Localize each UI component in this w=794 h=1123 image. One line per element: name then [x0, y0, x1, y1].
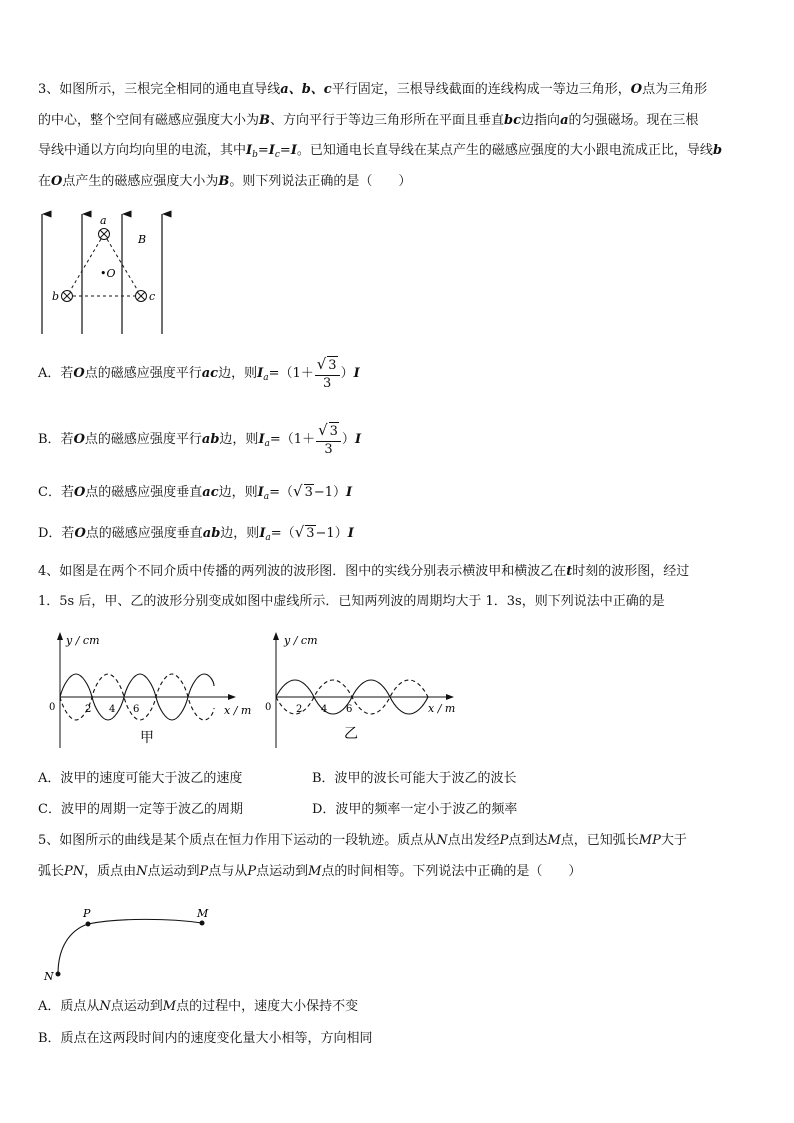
opt-text: 边，则 — [219, 432, 259, 447]
tick-label: 6 — [133, 704, 140, 715]
q3-var-b: B — [259, 113, 271, 128]
opt-current: I — [257, 485, 264, 500]
opt-current: I — [259, 526, 266, 541]
origin-label: 0 — [49, 702, 56, 713]
q5-text: 点运动到 — [147, 864, 200, 879]
q3-text: 、方向平行于等边三角形所在平面且垂直 — [270, 113, 505, 128]
opt-o: O — [73, 366, 85, 381]
q5-point-p: P — [499, 833, 509, 848]
q3-option-b[interactable] — [38, 421, 361, 458]
label-b: b — [52, 290, 60, 303]
q3-option-d[interactable] — [38, 524, 354, 546]
q5-text: 弧长 — [38, 864, 65, 879]
opt-text: 点的磁感应强度平行 — [84, 432, 202, 447]
fraction-num: 3 — [329, 424, 338, 439]
q5-option-a[interactable] — [38, 999, 358, 1015]
q3-sub: b — [252, 150, 258, 160]
radicand: 3 — [306, 526, 315, 541]
opt-text: 点的磁感应强度垂直 — [85, 485, 203, 500]
opt-text: A．若 — [38, 366, 74, 381]
tick-label: 2 — [296, 704, 303, 715]
q3-figure — [34, 208, 174, 338]
label-p: P — [83, 907, 91, 920]
x-axis-arrow — [446, 694, 454, 700]
q5-point-m: M — [162, 999, 177, 1014]
label-a: a — [100, 214, 107, 227]
q3-line-2 — [38, 113, 699, 129]
y-axis-label: y / cm — [284, 634, 318, 647]
graph-name: 乙 — [344, 726, 358, 742]
q5-point-m: M — [308, 864, 322, 879]
fraction: $\frac{√ 3}{3}$ — [316, 421, 341, 458]
q3-option-a[interactable] — [38, 355, 360, 392]
q4-option-b[interactable]: B．波甲的波长可能大于波乙的波长 — [312, 771, 517, 786]
q3-eq: = — [279, 143, 291, 158]
q5-trajectory-figure — [38, 902, 228, 982]
q3-text: 。已知通电长直导线在某点产生的磁感应强度的大小跟电流成正比，导线 — [296, 143, 713, 158]
opt-close: ） — [341, 432, 355, 447]
point-p — [86, 922, 91, 927]
opt-current: I — [346, 485, 353, 500]
q3-eq: = — [257, 143, 269, 158]
opt-edge: ac — [202, 485, 219, 500]
opt-current: I — [354, 432, 362, 447]
q3-text: 边指向 — [521, 113, 561, 128]
q5-point-n: N — [99, 999, 111, 1014]
origin-label: 0 — [265, 702, 272, 713]
q3-option-c[interactable] — [38, 483, 352, 505]
q3-current: I — [246, 143, 253, 158]
q5-text: 大于 — [660, 833, 687, 848]
opt-eq: =（ — [270, 526, 295, 541]
opt-text: 点的磁感应强度垂直 — [85, 526, 203, 541]
opt-sub: a — [263, 492, 270, 502]
q4-option-a[interactable]: A．波甲的速度可能大于波乙的速度 — [38, 771, 243, 786]
q3-text: 点为三角形 — [642, 82, 708, 97]
q4-graph-jia — [44, 630, 254, 750]
q3-text: 的匀强磁场。现在三根 — [568, 113, 699, 128]
tick-label: 4 — [109, 704, 116, 715]
opt-text: 边，则 — [220, 526, 260, 541]
opt-text: C．若 — [38, 485, 74, 500]
radical-sign: √ — [293, 482, 303, 500]
opt-text: 点的过程中，速度大小保持不变 — [176, 999, 359, 1014]
q5-text: 点运动到 — [256, 864, 309, 879]
x-axis-label: x / m — [224, 704, 252, 717]
q5-text: ，质点由 — [84, 864, 137, 879]
q3-point-o: O — [630, 82, 643, 97]
tick-label: 2 — [85, 704, 92, 715]
opt-eq: =（ — [269, 485, 294, 500]
opt-text: 边，则 — [218, 366, 258, 381]
x-axis-label: x / m — [428, 702, 456, 715]
opt-edge: ac — [201, 366, 219, 381]
q4-line-1 — [38, 564, 689, 580]
q5-point-n: N — [436, 833, 448, 848]
q5-line-1 — [38, 833, 687, 849]
fraction-den: 3 — [324, 442, 333, 457]
tick-label: 6 — [346, 704, 353, 715]
fraction: $\frac{√ 3}{3}$ — [315, 355, 340, 392]
q5-point-p: P — [247, 864, 257, 879]
opt-sub: a — [263, 373, 269, 383]
graph-name: 甲 — [140, 730, 154, 746]
q5-text: 点出发经 — [447, 833, 500, 848]
opt-eq: =（1＋ — [269, 432, 316, 447]
label-m: M — [197, 907, 209, 920]
q3-text: 点产生的磁感应强度大小为 — [62, 174, 219, 189]
q5-arc-pn: PN — [64, 864, 85, 879]
q3-current: I — [268, 143, 275, 158]
q4-option-d[interactable]: D．波甲的频率一定小于波乙的频率 — [312, 802, 518, 817]
q3-line-1 — [38, 82, 707, 98]
q3-sub: c — [274, 150, 280, 160]
q4-text: 4、如图是在两个不同介质中传播的两列波的波形图．图中的实线分别表示横波甲和横波乙在 — [38, 564, 567, 579]
radical-sign: √ — [294, 523, 305, 541]
q3-line-3 — [38, 143, 722, 163]
q4-var-t: t — [566, 564, 573, 579]
y-axis-arrow — [273, 632, 279, 640]
q5-text: 点的时间相等。下列说法中正确的是（ ） — [321, 864, 582, 879]
wire-a-symbol — [99, 229, 110, 240]
opt-edge: ab — [202, 526, 221, 541]
q3-current: I — [290, 143, 297, 158]
q3-text: 的中心，整个空间有磁感应强度大小为 — [38, 113, 260, 128]
opt-sub: a — [265, 533, 271, 543]
q5-text: 点与从 — [208, 864, 248, 879]
q5-point-p: P — [199, 864, 209, 879]
fraction-num: 3 — [328, 358, 337, 373]
q3-var-b: B — [218, 174, 230, 189]
q3-wire-names: a、b、c — [280, 82, 332, 97]
opt-current: I — [257, 366, 264, 381]
q5-point-n: N — [136, 864, 148, 879]
opt-text: D．若 — [38, 526, 75, 541]
q3-var-a: a — [560, 113, 569, 128]
q5-text: 5、如图所示的曲线是某个质点在恒力作用下运动的一段轨迹。质点从 — [38, 833, 437, 848]
q4-option-c[interactable]: C．波甲的周期一定等于波乙的周期 — [38, 802, 243, 817]
q5-line-2 — [38, 864, 581, 880]
q5-text: 点到达 — [508, 833, 548, 848]
q4-text: 1．5s 后，甲、乙的波形分别变成如图中虚线所示．已知两列波的周期均大于 1．3s，则下列说法中正确的是 — [38, 594, 665, 609]
opt-o: O — [73, 432, 85, 447]
opt-text: A．质点从 — [38, 999, 100, 1014]
q3-line-4 — [38, 174, 411, 190]
opt-text: 点的磁感应强度平行 — [84, 366, 202, 381]
opt-edge: ab — [201, 432, 220, 447]
opt-current: I — [353, 366, 360, 381]
q5-point-m: M — [547, 833, 561, 848]
label-c: c — [149, 290, 156, 303]
opt-close: ） — [340, 366, 354, 381]
opt-o: O — [73, 485, 86, 500]
y-axis-label: y / cm — [66, 634, 100, 647]
y-axis-arrow — [57, 632, 63, 640]
opt-close: −1） — [315, 526, 348, 541]
q3-edge-bc: bc — [504, 113, 522, 128]
q3-text: 。则下列说法正确的是（ ） — [229, 174, 412, 189]
radicand: 3 — [304, 485, 313, 500]
label-field-b: B — [138, 233, 147, 246]
trajectory-curve — [58, 919, 202, 974]
wire-b-symbol — [62, 291, 73, 302]
tick-label: 4 — [321, 704, 328, 715]
q5-arc-mp: MP — [638, 833, 661, 848]
q4-text: 时刻的波形图，经过 — [572, 564, 690, 579]
opt-text: B．若 — [38, 432, 74, 447]
q3-point-o: O — [51, 174, 63, 189]
opt-o: O — [74, 526, 86, 541]
opt-current: I — [258, 432, 265, 447]
q3-text: 3、如图所示，三根完全相同的通电直导线 — [38, 82, 281, 97]
q3-text: 在 — [38, 174, 52, 189]
q5-text: 点，已知弧长 — [560, 833, 639, 848]
opt-eq: =（1＋ — [268, 366, 314, 381]
opt-sub: a — [264, 439, 270, 449]
fraction-den: 3 — [323, 376, 332, 391]
q4-line-2 — [38, 594, 665, 610]
q3-text: 平行固定，三根导线截面的连线构成一等边三角形， — [331, 82, 631, 97]
label-n: N — [44, 970, 54, 982]
point-n — [56, 972, 61, 977]
opt-text: 边，则 — [218, 485, 258, 500]
point-m — [200, 921, 205, 926]
opt-text: 点运动到 — [110, 999, 163, 1014]
wire-c-symbol — [136, 291, 147, 302]
x-axis-arrow — [228, 694, 236, 700]
q5-option-b[interactable]: B．质点在这两段时间内的速度变化量大小相等，方向相同 — [38, 1031, 373, 1046]
opt-close: −1） — [313, 485, 347, 500]
q4-graph-yi — [262, 630, 462, 750]
label-o: •O — [100, 267, 116, 280]
q3-text: 导线中通以方向均向里的电流，其中 — [38, 143, 247, 158]
triangle-edge-ab — [67, 234, 104, 296]
opt-current: I — [347, 526, 354, 541]
q3-wire-b: b — [712, 143, 723, 158]
